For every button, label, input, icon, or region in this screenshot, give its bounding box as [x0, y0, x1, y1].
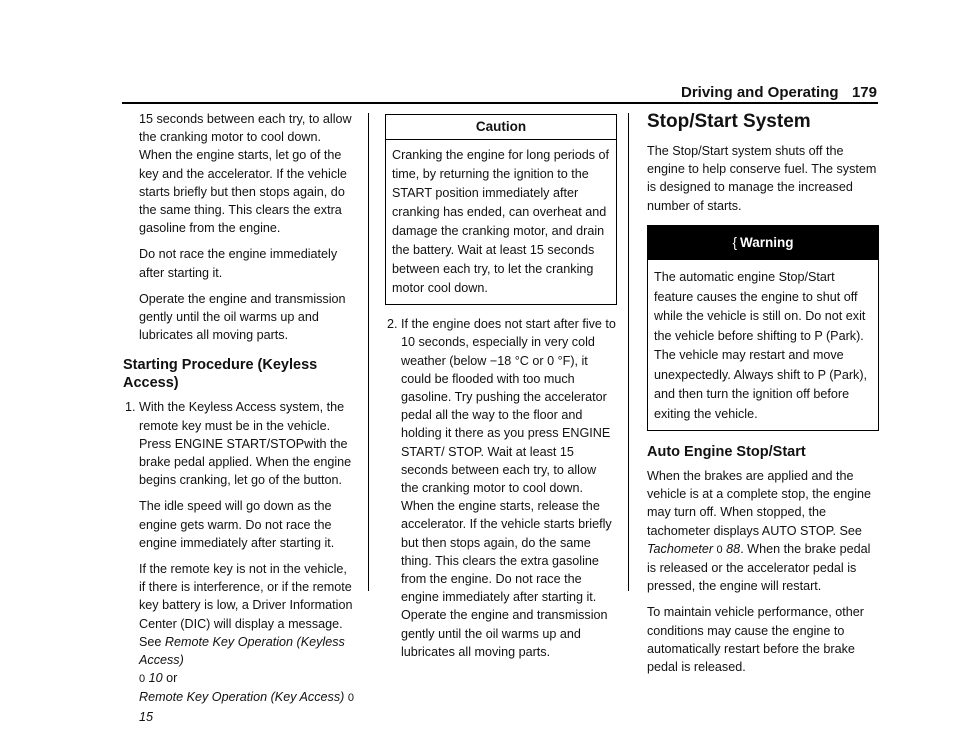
heading-starting-procedure: Starting Procedure (Keyless Access)	[123, 357, 318, 392]
link-tachometer[interactable]: Tachometer	[647, 541, 714, 556]
column-divider-1	[368, 113, 369, 591]
remote-key-text: If the remote key is not in the vehicle, if there is interference, or if the remote key battery is low, a Driver Information Center (DIC) will display a message. See	[139, 562, 353, 649]
ref-page-88[interactable]: 88	[726, 541, 741, 556]
heading-auto-engine: Auto Engine Stop/Start	[647, 444, 806, 461]
page-ref-arrow-icon: 0	[139, 673, 146, 686]
page-header	[681, 84, 877, 104]
page-number: 179	[851, 84, 877, 101]
list-item-1	[123, 398, 355, 489]
column-right	[647, 110, 879, 684]
header-rule	[122, 102, 878, 104]
ref-or: or	[166, 671, 178, 686]
warning-text: The automatic engine Stop/Start feature causes the engine to shut off while the vehicle is still on. Do not exit the vehicle before shifting to P (Park). The vehicle may restart and move unexpectedly. Always shift to P (Park), and then turn the ignition off before exiting the vehicle.	[654, 270, 868, 421]
paragraph-intro: The Stop/Start system shuts off the engine to help conserve fuel. The system is designed to manage the increased number of starts.	[647, 144, 877, 213]
link-remote-key-key-access[interactable]: Remote Key Operation (Key Access)	[139, 690, 345, 705]
paragraph-remote-key	[123, 560, 355, 726]
caution-box	[385, 114, 617, 305]
ref-page-10[interactable]: 10	[148, 671, 163, 686]
warning-box	[647, 225, 879, 431]
paragraph-brakes	[647, 467, 879, 595]
page-ref-arrow-icon: 0	[716, 543, 723, 556]
list-number: 1.	[125, 400, 136, 415]
brakes-text-a: When the brakes are applied and the vehicle is at a complete stop, the engine may turn off. When stopped, the tachometer displays AUTO STOP. See	[647, 469, 872, 538]
warning-icon: {	[732, 234, 737, 250]
column-left	[123, 110, 355, 734]
paragraph-race: Do not race the engine immediately after starting it.	[139, 247, 338, 280]
caution-title: Caution	[386, 115, 616, 140]
page-ref-arrow-icon: 0	[347, 692, 354, 705]
list-number: 2.	[387, 317, 398, 332]
link-remote-key-keyless[interactable]: Remote Key Operation (Keyless Access)	[139, 634, 345, 668]
paragraph-continued: 15 seconds between each try, to allow the cranking motor to cool down. When the engine starts, let go of the key and the accelerator. If the vehicle starts briefly but then stops again, do the same thing. This clears the extra gasoline from the engine.	[139, 112, 352, 236]
list-text: If the engine does not start after five to 10 seconds, especially in very cold weather (below −18 °C or 0 °F), it could be flooded with too much gasoline. Try pushing the accelerator pedal all the way to the floor and holding it there as you press ENGINE START/ STOP. Wait at least 15 seconds between each try, to allow the cranking motor to cool down. When the engine starts, release the accelerator. If the vehicle starts briefly but then stops again, do the same thing. This clears the extra gasoline from the engine. Do not race the engine immediately after starting it. Operate the engine and transmission gently until the oil warms up and lubricates all moving parts.	[401, 317, 616, 659]
column-divider-2	[628, 113, 629, 591]
section-title: Driving and Operating	[681, 84, 839, 101]
column-middle	[385, 110, 617, 669]
ref-page-15[interactable]: 15	[139, 709, 154, 724]
paragraph-maintain: To maintain vehicle performance, other conditions may cause the engine to automatically restart before the brake pedal is released.	[647, 605, 865, 675]
brakes-text-b: . When the brake pedal is released or the accelerator pedal is pressed, the engine will restart.	[647, 541, 871, 594]
list-text: With the Keyless Access system, the remote key must be in the vehicle. Press ENGINE START/STOPwith the brake pedal applied. When the engine begins cranking, let go of the button.	[139, 400, 352, 488]
paragraph-operate: Operate the engine and transmission gently until the oil warms up and lubricates all moving parts.	[139, 291, 346, 343]
warning-title: Warning	[740, 234, 794, 250]
paragraph-idle: The idle speed will go down as the engine gets warm. Do not race the engine immediately after starting it.	[139, 499, 335, 550]
list-item-2	[385, 315, 617, 661]
caution-text: Cranking the engine for long periods of time, by returning the ignition to the START position immediately after cranking has ended, can overheat and damage the cranking motor, and drain the battery. Wait at least 15 seconds between each try, to let the cranking motor cool down.	[392, 148, 610, 296]
section-heading-stop-start: Stop/Start System	[647, 111, 811, 132]
warning-header	[648, 226, 878, 260]
